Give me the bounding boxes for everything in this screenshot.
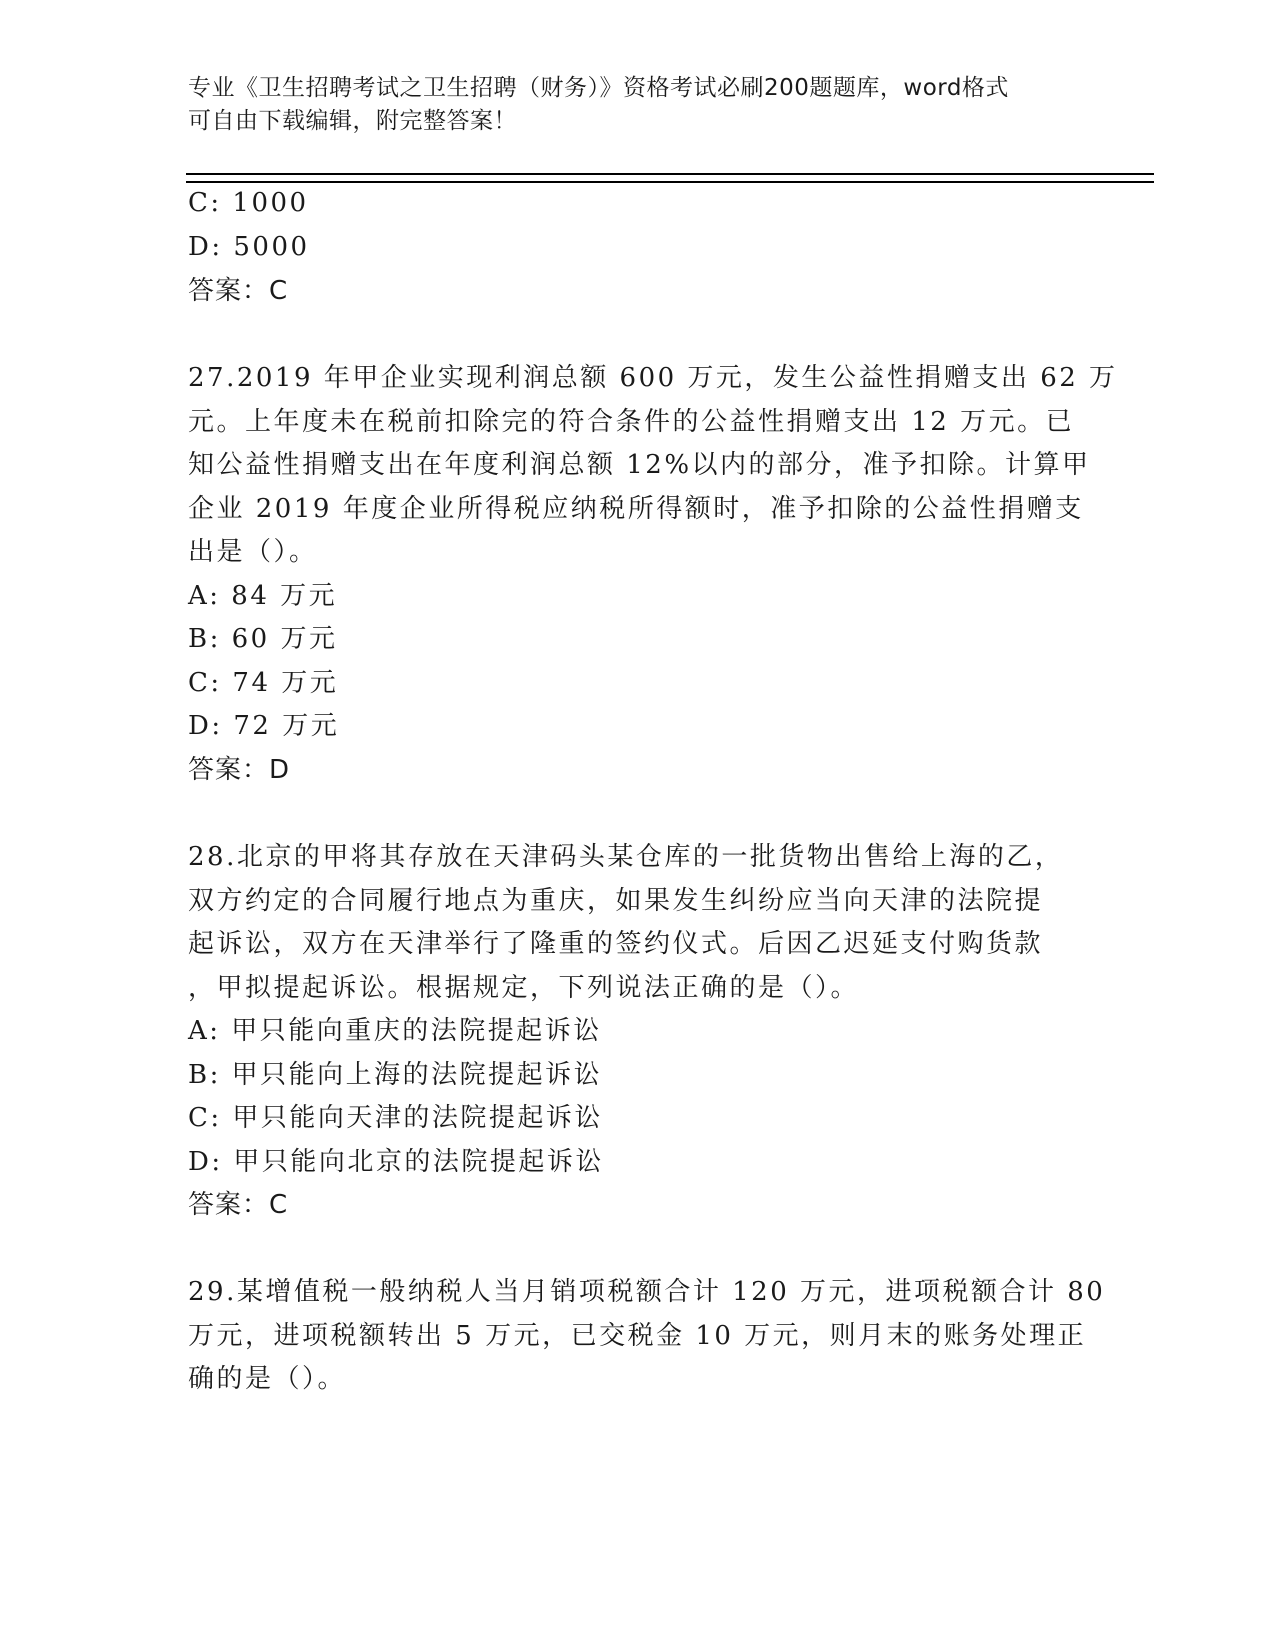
q27-option-a: A: 84 万元 <box>188 581 338 611</box>
q27-stem-line-5: 出是（）。 <box>188 537 318 567</box>
q29-stem-line-3: 确的是（）。 <box>188 1364 347 1394</box>
q29-stem-line-1: 29.某增值税一般纳税人当月销项税额合计 120 万元，进项税额合计 80 <box>188 1277 1106 1307</box>
header-divider-bottom <box>186 181 1154 183</box>
q28-stem-line-4: ，甲拟提起诉讼。根据规定，下列说法正确的是（）。 <box>188 973 860 1003</box>
document-header <box>188 72 1088 138</box>
q28-option-c: C: 甲只能向天津的法院提起诉讼 <box>188 1103 603 1133</box>
q28-stem-line-1: 28.北京的甲将其存放在天津码头某仓库的一批货物出售给上海的乙， <box>188 842 1064 872</box>
q27-option-c: C: 74 万元 <box>188 668 339 698</box>
q28-option-b: B: 甲只能向上海的法院提起诉讼 <box>188 1060 603 1090</box>
q27-stem-line-3: 知公益性捐赠支出在年度利润总额 12%以内的部分，准予扣除。计算甲 <box>188 450 1091 480</box>
q27-stem-line-4: 企业 2019 年度企业所得税应纳税所得额时，准予扣除的公益性捐赠支 <box>188 494 1084 524</box>
q26-option-d: D: 5000 <box>188 232 310 262</box>
header-title-line-1: 专业《卫生招聘考试之卫生招聘（财务）》资格考试必刷200题题库，word格式 <box>188 75 1009 101</box>
q28-stem-line-2: 双方约定的合同履行地点为重庆，如果发生纠纷应当向天津的法院提 <box>188 886 1044 916</box>
q29-stem-line-2: 万元，进项税额转出 5 万元，已交税金 10 万元，则月末的账务处理正 <box>188 1321 1087 1351</box>
q28-option-a: A: 甲只能向重庆的法院提起诉讼 <box>188 1016 602 1046</box>
q26-answer: 答案：C <box>188 276 289 306</box>
q27-answer: 答案：D <box>188 755 291 785</box>
q27-option-b: B: 60 万元 <box>188 624 338 654</box>
q27-option-d: D: 72 万元 <box>188 711 340 741</box>
header-title-line-2: 可自由下载编辑，附完整答案！ <box>188 108 517 134</box>
q27-stem-line-2: 元。上年度未在税前扣除完的符合条件的公益性捐赠支出 12 万元。已 <box>188 407 1075 437</box>
q28-stem-line-3: 起诉讼，双方在天津举行了隆重的签约仪式。后因乙迟延支付购货款 <box>188 929 1044 959</box>
q27-stem-line-1: 27.2019 年甲企业实现利润总额 600 万元，发生公益性捐赠支出 62 万 <box>188 363 1118 393</box>
q26-option-c: C: 1000 <box>188 188 309 218</box>
header-divider-top <box>186 173 1154 175</box>
q28-option-d: D: 甲只能向北京的法院提起诉讼 <box>188 1147 604 1177</box>
q28-answer: 答案：C <box>188 1190 289 1220</box>
